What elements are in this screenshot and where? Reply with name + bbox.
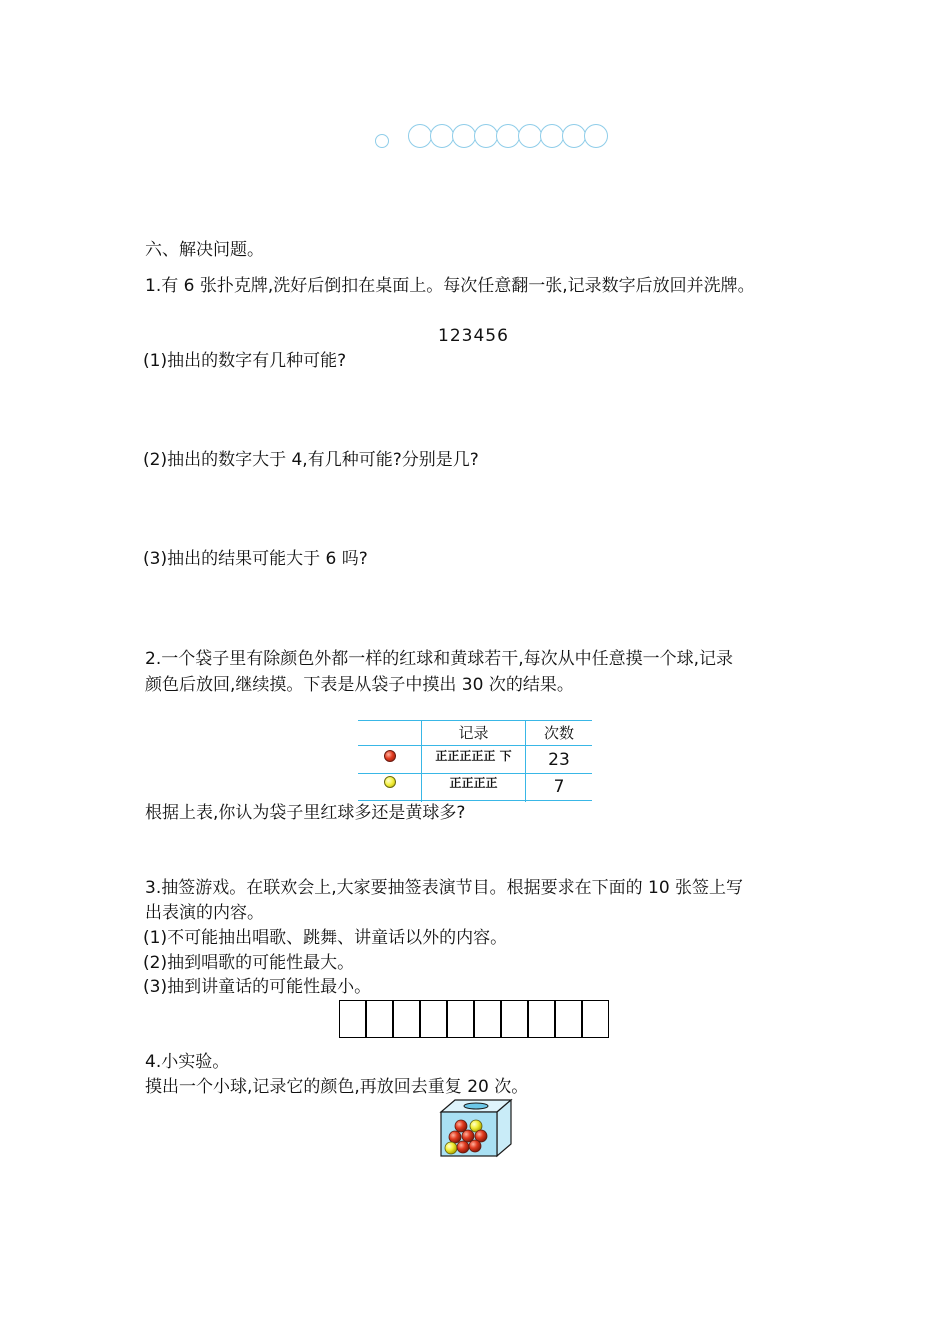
table-row-yellow-count: 7 bbox=[553, 777, 565, 797]
lottery-slips bbox=[339, 1000, 611, 1038]
q3-sub2: (2)抽到唱歌的可能性最大。 bbox=[143, 953, 355, 973]
yellow-ball-icon bbox=[445, 1142, 457, 1154]
slip-box[interactable] bbox=[447, 1000, 474, 1038]
circle-icon bbox=[430, 124, 454, 148]
circle-icon bbox=[584, 124, 608, 148]
table-row-yellow-tally: 正正正正 bbox=[449, 776, 498, 790]
circle-icon bbox=[474, 124, 498, 148]
table-row-red-count: 23 bbox=[548, 750, 570, 770]
q4-stem: 摸出一个小球,记录它的颜色,再放回去重复 20 次。 bbox=[145, 1077, 529, 1097]
q3-stem-line1: 3.抽签游戏。在联欢会上,大家要抽签表演节目。根据要求在下面的 10 张签上写 bbox=[145, 878, 744, 898]
yellow-ball-icon bbox=[384, 776, 396, 788]
slip-box[interactable] bbox=[339, 1000, 366, 1038]
slip-box[interactable] bbox=[555, 1000, 582, 1038]
q1-sub2: (2)抽出的数字大于 4,有几种可能?分别是几? bbox=[143, 450, 479, 470]
q1-stem: 1.有 6 张扑克牌,洗好后倒扣在桌面上。每次任意翻一张,记录数字后放回并洗牌。 bbox=[145, 276, 755, 296]
box-opening bbox=[464, 1103, 488, 1109]
slip-box[interactable] bbox=[528, 1000, 555, 1038]
tally-table bbox=[358, 720, 592, 802]
slip-box[interactable] bbox=[582, 1000, 609, 1038]
q2-stem-line2: 颜色后放回,继续摸。下表是从袋子中摸出 30 次的结果。 bbox=[145, 675, 574, 695]
slip-box[interactable] bbox=[474, 1000, 501, 1038]
small-circle-icon bbox=[375, 134, 389, 148]
slip-box[interactable] bbox=[501, 1000, 528, 1038]
table-row-red-tally: 正正正正正 下 bbox=[435, 749, 512, 763]
red-ball-icon bbox=[384, 750, 396, 762]
circle-icon bbox=[452, 124, 476, 148]
circle-icon bbox=[496, 124, 520, 148]
section-title: 六、解决问题。 bbox=[145, 240, 264, 260]
red-ball-icon bbox=[457, 1141, 469, 1153]
q3-sub1: (1)不可能抽出唱歌、跳舞、讲童话以外的内容。 bbox=[143, 928, 508, 948]
ball-box-illustration bbox=[437, 1098, 513, 1160]
red-ball-icon bbox=[449, 1131, 461, 1143]
q3-sub3: (3)抽到讲童话的可能性最小。 bbox=[143, 977, 372, 997]
q1-cards: 123456 bbox=[438, 326, 509, 346]
q2-question: 根据上表,你认为袋子里红球多还是黄球多? bbox=[145, 803, 466, 823]
circle-icon bbox=[540, 124, 564, 148]
q1-sub3: (3)抽出的结果可能大于 6 吗? bbox=[143, 549, 368, 569]
slip-box[interactable] bbox=[420, 1000, 447, 1038]
table-header-record: 记录 bbox=[458, 724, 489, 742]
circle-icon bbox=[408, 124, 432, 148]
slip-box[interactable] bbox=[366, 1000, 393, 1038]
q4-title: 4.小实验。 bbox=[145, 1052, 230, 1072]
q3-stem-line2: 出表演的内容。 bbox=[145, 903, 264, 923]
slip-box[interactable] bbox=[393, 1000, 420, 1038]
circle-icon bbox=[562, 124, 586, 148]
table-header-count: 次数 bbox=[543, 724, 574, 742]
circle-icon bbox=[518, 124, 542, 148]
q2-stem-line1: 2.一个袋子里有除颜色外都一样的红球和黄球若干,每次从中任意摸一个球,记录 bbox=[145, 649, 734, 669]
q1-sub1: (1)抽出的数字有几种可能? bbox=[143, 351, 347, 371]
red-ball-icon bbox=[455, 1120, 467, 1132]
red-ball-icon bbox=[469, 1140, 481, 1152]
red-ball-icon bbox=[462, 1130, 474, 1142]
